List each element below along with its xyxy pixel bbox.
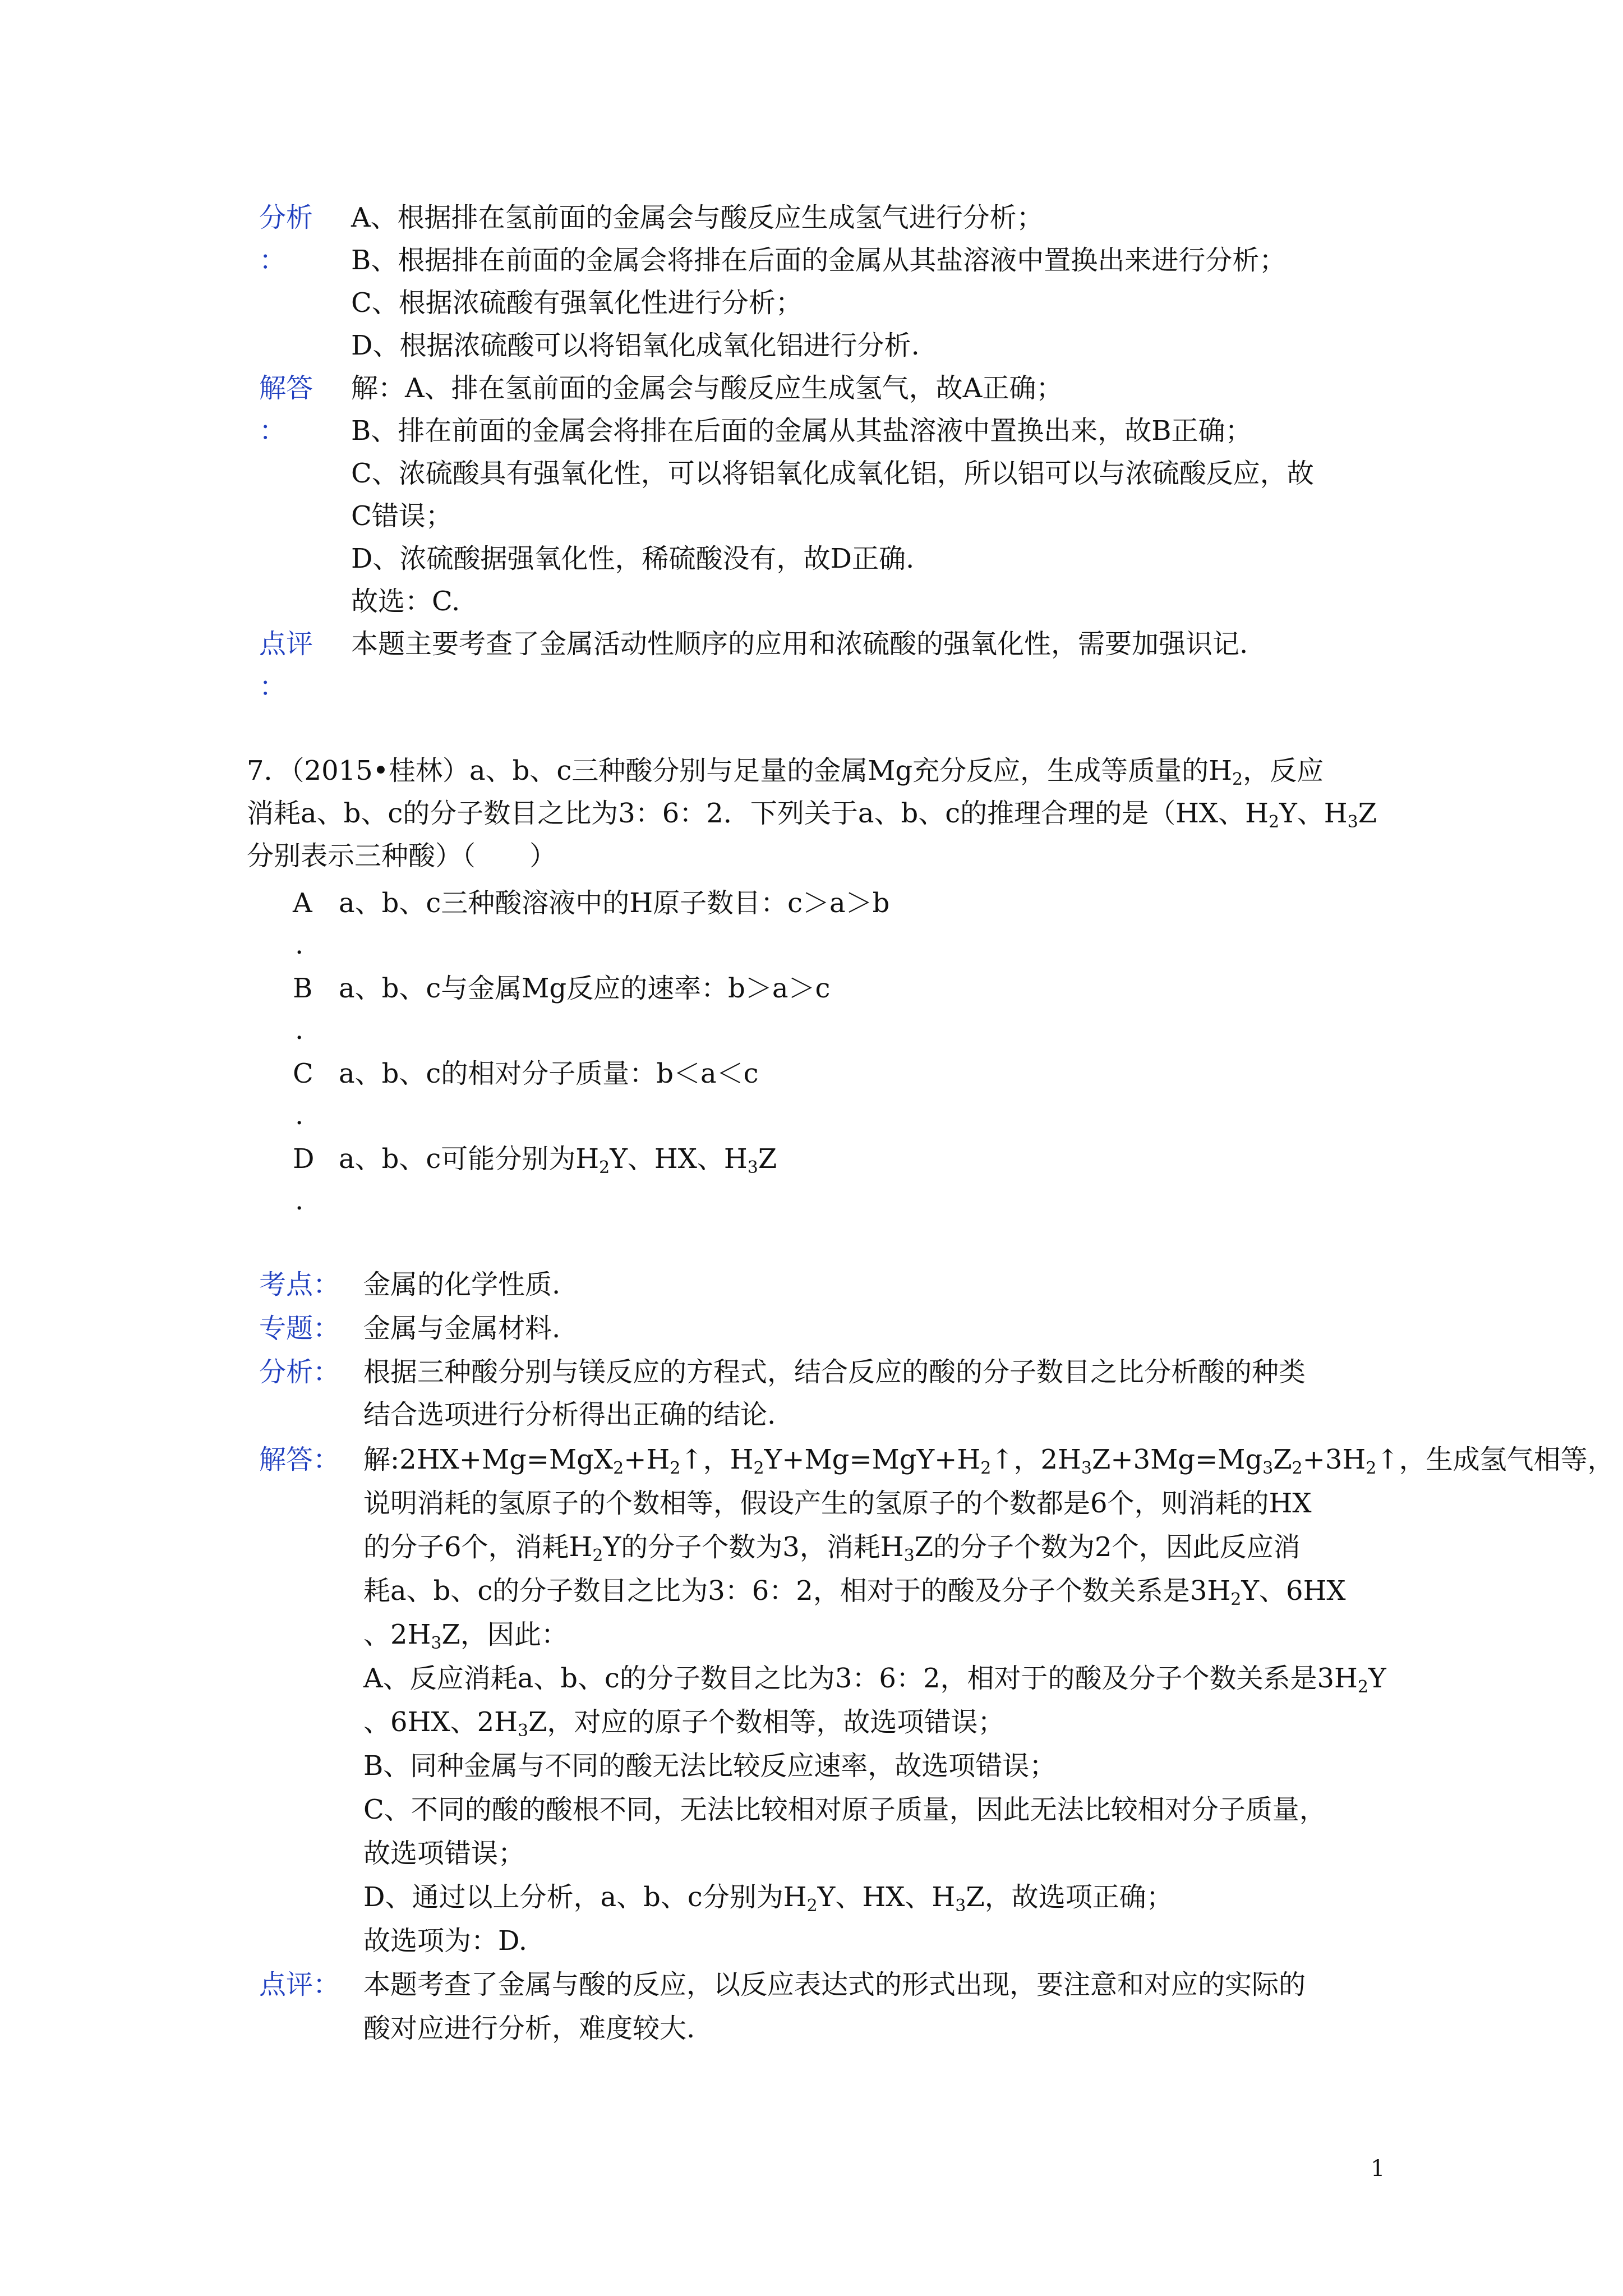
solution-line: D、浓硫酸据强氧化性，稀硫酸没有，故D正确.	[351, 543, 915, 574]
solution-line: B、排在前面的金属会将排在后面的金属从其盐溶液中置换出来，故B正确；	[351, 415, 1252, 447]
option-letter: A	[293, 887, 312, 919]
comment-label: 点评	[259, 628, 313, 660]
zhuanti-label: 专题：	[259, 1313, 340, 1344]
comment-label-colon: ：	[259, 671, 287, 702]
option-dot: .	[295, 1014, 304, 1046]
solution-line: 解：A、排在氢前面的金属会与酸反应生成氢气，故A正确；	[351, 372, 1063, 404]
option-letter: C	[293, 1058, 313, 1089]
fenxi-label: 分析：	[259, 1356, 340, 1388]
option-text: a、b、c与金属Mg反应的速率：b＞a＞c	[339, 973, 831, 1004]
jieda-line: 故选项为：D.	[363, 1925, 528, 1957]
solution-label-colon: ：	[259, 415, 287, 447]
solution-line: C、浓硫酸具有强氧化性，可以将铝氧化成氧化铝，所以铝可以与浓硫酸反应，故	[351, 458, 1314, 489]
jieda-line: 说明消耗的氢原子的个数相等，假设产生的氢原子的个数都是6个，则消耗的HX	[363, 1488, 1312, 1519]
question-stem-line: 分别表示三种酸）（ ）	[247, 840, 557, 872]
analysis-line: A、根据排在氢前面的金属会与酸反应生成氢气进行分析；	[351, 202, 1044, 233]
jieda-label: 解答：	[259, 1444, 340, 1475]
jieda-line: 耗a、b、c的分子数目之比为3：6：2，相对于的酸及分子个数关系是$3H_2Y$、6HX	[363, 1575, 1346, 1609]
jieda-line: 、$2H_3Z$，因此：	[363, 1619, 568, 1653]
fenxi-line: 结合选项进行分析得出正确的结论.	[363, 1399, 776, 1430]
kaodian-label: 考点：	[259, 1269, 340, 1300]
question-stem-line: 7．（2015•桂林）a、b、c三种酸分别与足量的金属Mg充分反应，生成等质量的$H_2$，反应	[247, 755, 1324, 789]
analysis-label-colon: ：	[259, 245, 287, 276]
jieda-line: 解$:2HX+Mg=MgX_2+H_2↑$，$H_2Y+Mg=MgY+H_2↑$，$2H_3Z+3Mg=Mg_3Z_2+3H_2↑$，生成氢气相等，	[363, 1444, 1615, 1478]
option-letter: B	[293, 973, 313, 1004]
jieda-line: C、不同的酸的酸根不同，无法比较相对原子质量，因此无法比较相对分子质量，	[363, 1794, 1326, 1825]
analysis-line: D、根据浓硫酸可以将铝氧化成氧化铝进行分析.	[351, 330, 920, 361]
option-dot: .	[295, 1185, 304, 1216]
solution-label: 解答	[259, 372, 313, 404]
zhuanti-text: 金属与金属材料.	[363, 1313, 561, 1344]
solution-line: C错误；	[351, 500, 453, 532]
option-dot: .	[295, 929, 304, 960]
jieda-line: A、反应消耗a、b、c的分子数目之比为3：6：2，相对于的酸及分子个数关系是$3H_2Y$	[363, 1663, 1386, 1697]
option-letter: D	[293, 1143, 315, 1175]
jieda-line: D、通过以上分析，a、b、c分别为$H_2Y$、HX、$H_3Z$，故选项正确；	[363, 1881, 1173, 1916]
kaodian-text: 金属的化学性质.	[363, 1269, 561, 1300]
dianping-line: 酸对应进行分析，难度较大.	[363, 2013, 695, 2044]
comment-line: 本题主要考查了金属活动性顺序的应用和浓硫酸的强氧化性，需要加强识记.	[351, 628, 1248, 660]
analysis-line: B、根据排在前面的金属会将排在后面的金属从其盐溶液中置换出来进行分析；	[351, 245, 1287, 276]
jieda-line: 的分子6个，消耗$H_2Y$的分子个数为3，消耗$H_3Z$的分子个数为2个，因此反应消	[363, 1531, 1301, 1566]
jieda-line: 故选项错误；	[363, 1838, 525, 1869]
option-text: a、b、c可能分别为$H_2Y$、HX、$H_3Z$	[339, 1143, 777, 1177]
option-dot: .	[295, 1099, 304, 1131]
dianping-label: 点评：	[259, 1969, 340, 2000]
jieda-line: 、6HX、$2H_3Z$，对应的原子个数相等，故选项错误；	[363, 1706, 1005, 1741]
analysis-label: 分析	[259, 202, 313, 233]
jieda-line: B、同种金属与不同的酸无法比较反应速率，故选项错误；	[363, 1750, 1057, 1782]
solution-line: 故选：C.	[351, 586, 460, 617]
question-stem-line: 消耗a、b、c的分子数目之比为3：6：2．下列关于a、b、c的推理合理的是（HX、$H_2Y$、$H_3Z$	[247, 798, 1377, 832]
page-number: 1	[1371, 2156, 1385, 2182]
analysis-line: C、根据浓硫酸有强氧化性进行分析；	[351, 287, 803, 319]
option-text: a、b、c三种酸溶液中的H原子数目：c＞a＞b	[339, 887, 890, 919]
dianping-line: 本题考查了金属与酸的反应，以反应表达式的形式出现，要注意和对应的实际的	[363, 1969, 1306, 2000]
option-text: a、b、c的相对分子质量：b＜a＜c	[339, 1058, 759, 1089]
fenxi-line: 根据三种酸分别与镁反应的方程式，结合反应的酸的分子数目之比分析酸的种类	[363, 1356, 1306, 1388]
